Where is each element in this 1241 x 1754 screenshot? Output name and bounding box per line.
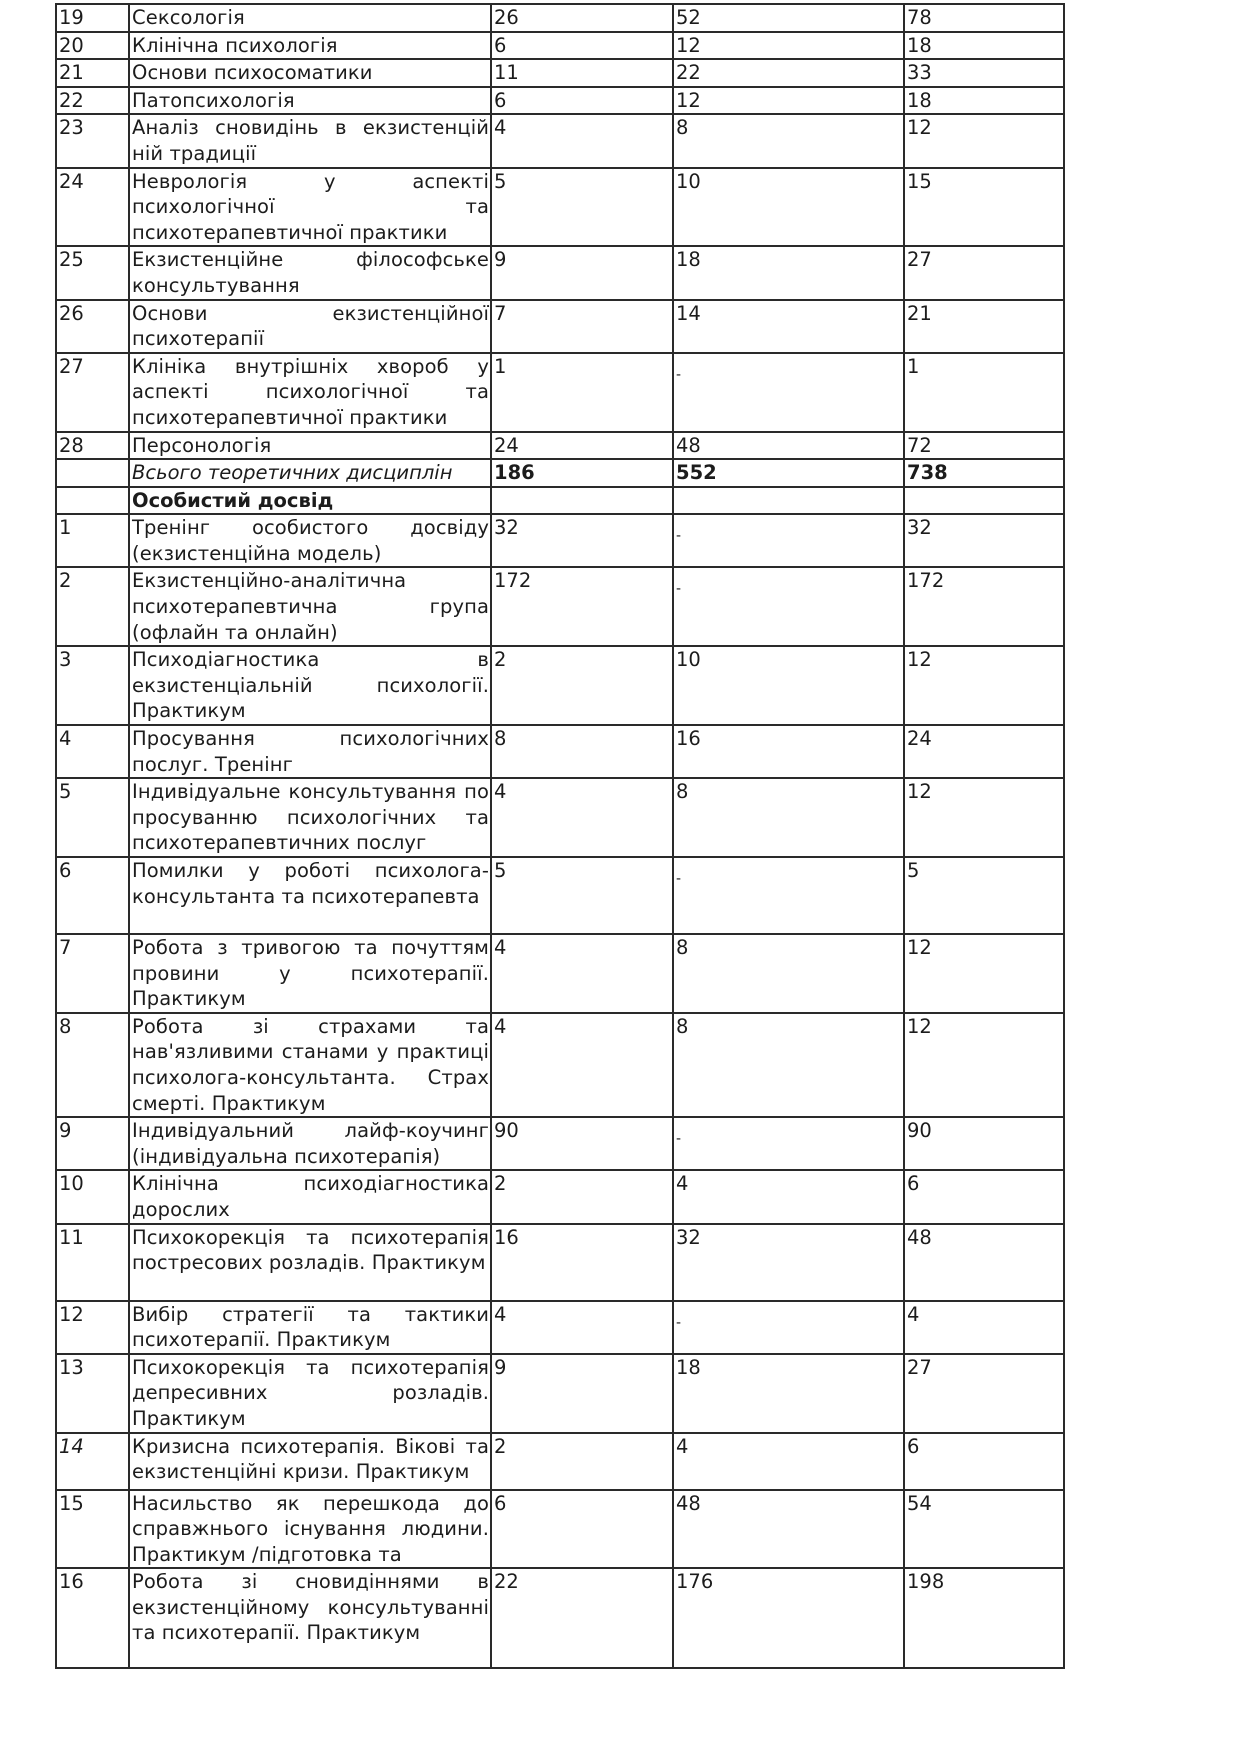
hours-b: 4	[673, 1170, 904, 1223]
row-number: 12	[56, 1301, 129, 1354]
discipline-name: Психокорекція та психотерапія депресивних розладів. Практикум	[129, 1354, 491, 1433]
total-hours-all: 738	[904, 459, 1064, 487]
discipline-name: Робота з тривогою та почуттям провини у психотерапії. Практикум	[129, 934, 491, 1013]
hours-a: 5	[491, 857, 673, 934]
hours-total: 18	[904, 87, 1064, 115]
hours-b	[673, 514, 904, 567]
hours-total: 4	[904, 1301, 1064, 1354]
discipline-name: Екзистенційне філософське консультування	[129, 246, 491, 299]
hours-total: 54	[904, 1490, 1064, 1569]
hours-total: 6	[904, 1170, 1064, 1223]
hours-total: 27	[904, 246, 1064, 299]
table-row	[56, 4, 1064, 32]
table-row	[56, 1117, 1064, 1170]
discipline-name: Психодіагностика в екзистенціальній психології. Практикум	[129, 646, 491, 725]
hours-a: 24	[491, 432, 673, 460]
hours-b: 8	[673, 934, 904, 1013]
dash-placeholder: -	[676, 528, 682, 545]
discipline-name: Помилки у роботі психолога-консультанта та психотерапевта	[129, 857, 491, 934]
hours-a: 7	[491, 300, 673, 353]
hours-a: 2	[491, 646, 673, 725]
discipline-name: Патопсихологія	[129, 87, 491, 115]
row-number: 1	[56, 514, 129, 567]
table-row	[56, 1013, 1064, 1117]
hours-b: 18	[673, 246, 904, 299]
hours-total: 172	[904, 567, 1064, 646]
theory-total-section	[56, 459, 1064, 514]
table-row	[56, 114, 1064, 167]
row-number: 11	[56, 1224, 129, 1301]
dash-placeholder: -	[676, 366, 682, 383]
hours-total: 48	[904, 1224, 1064, 1301]
discipline-name: Кризисна психотерапія. Вікові та екзистенційні кризи. Практикум	[129, 1433, 491, 1490]
row-number	[56, 459, 129, 487]
theory-disciplines	[56, 4, 1064, 459]
discipline-name: Насильство як перешкода до справжнього існування людини. Практикум /підготовка та	[129, 1490, 491, 1569]
discipline-name: Основи екзистенційної психотерапії	[129, 300, 491, 353]
discipline-name: Просування психологічних послуг. Тренінг	[129, 725, 491, 778]
table-row	[56, 87, 1064, 115]
table-row	[56, 1301, 1064, 1354]
hours-a: 4	[491, 114, 673, 167]
section-heading-row	[56, 487, 1064, 515]
empty-cell	[904, 487, 1064, 515]
table-row	[56, 432, 1064, 460]
hours-b	[673, 1301, 904, 1354]
row-number: 26	[56, 300, 129, 353]
row-number: 24	[56, 168, 129, 247]
hours-total: 5	[904, 857, 1064, 934]
hours-a: 172	[491, 567, 673, 646]
hours-b: 14	[673, 300, 904, 353]
table-row	[56, 1490, 1064, 1569]
row-number: 8	[56, 1013, 129, 1117]
hours-total: 1	[904, 353, 1064, 432]
table-row	[56, 857, 1064, 934]
discipline-name: Клініка внутрішніх хвороб у аспекті психологічної та психотерапевтичної практики	[129, 353, 491, 432]
table-row	[56, 934, 1064, 1013]
empty-cell	[491, 487, 673, 515]
hours-total: 24	[904, 725, 1064, 778]
hours-a: 6	[491, 1490, 673, 1569]
hours-b	[673, 353, 904, 432]
discipline-name: Аналіз сновидінь в екзистенцій ній традиції	[129, 114, 491, 167]
hours-a: 2	[491, 1433, 673, 1490]
hours-total: 27	[904, 1354, 1064, 1433]
hours-a: 5	[491, 168, 673, 247]
row-number: 21	[56, 59, 129, 87]
table-row	[56, 300, 1064, 353]
hours-b: 16	[673, 725, 904, 778]
hours-b: 48	[673, 1490, 904, 1569]
hours-b: 10	[673, 646, 904, 725]
table-row	[56, 1224, 1064, 1301]
hours-a: 1	[491, 353, 673, 432]
discipline-name: Індивідуальне консультування по просуванню психологічних та психотерапевтичних послуг	[129, 778, 491, 857]
personal-experience-disciplines	[56, 514, 1064, 1668]
discipline-name: Тренінг особистого досвіду (екзистенційна модель)	[129, 514, 491, 567]
row-number: 25	[56, 246, 129, 299]
discipline-name: Клінічна психологія	[129, 32, 491, 60]
hours-a: 8	[491, 725, 673, 778]
discipline-name: Екзистенційно-аналітична психотерапевтична група (офлайн та онлайн)	[129, 567, 491, 646]
hours-a: 4	[491, 778, 673, 857]
hours-b	[673, 1117, 904, 1170]
discipline-name: Психокорекція та психотерапія постресових розладів. Практикум	[129, 1224, 491, 1301]
table-row	[56, 246, 1064, 299]
hours-total: 15	[904, 168, 1064, 247]
hours-total: 90	[904, 1117, 1064, 1170]
hours-b: 12	[673, 87, 904, 115]
total-hours-a: 186	[491, 459, 673, 487]
hours-a: 90	[491, 1117, 673, 1170]
hours-total: 12	[904, 934, 1064, 1013]
discipline-name: Сексологія	[129, 4, 491, 32]
discipline-name: Індивідуальний лайф-коучинг (індивідуальна психотерапія)	[129, 1117, 491, 1170]
table-row	[56, 725, 1064, 778]
discipline-name: Персонологія	[129, 432, 491, 460]
dash-placeholder: -	[676, 581, 682, 598]
hours-total: 32	[904, 514, 1064, 567]
hours-b	[673, 857, 904, 934]
hours-b: 22	[673, 59, 904, 87]
row-number: 6	[56, 857, 129, 934]
row-number: 13	[56, 1354, 129, 1433]
row-number: 27	[56, 353, 129, 432]
discipline-name: Робота зі сновидіннями в екзистенційному консультуванні та психотерапії. Практикум	[129, 1568, 491, 1668]
row-number: 22	[56, 87, 129, 115]
hours-b: 8	[673, 114, 904, 167]
hours-b: 12	[673, 32, 904, 60]
hours-b: 52	[673, 4, 904, 32]
discipline-name: Неврологія у аспекті психологічної та психотерапевтичної практики	[129, 168, 491, 247]
discipline-name: Клінічна психодіагностика дорослих	[129, 1170, 491, 1223]
hours-b: 176	[673, 1568, 904, 1668]
hours-total: 12	[904, 778, 1064, 857]
row-number: 7	[56, 934, 129, 1013]
dash-placeholder: -	[676, 871, 682, 887]
table-row	[56, 1433, 1064, 1490]
dash-placeholder: -	[676, 1131, 682, 1148]
hours-b: 32	[673, 1224, 904, 1301]
hours-a: 32	[491, 514, 673, 567]
row-number: 15	[56, 1490, 129, 1569]
hours-a: 4	[491, 1301, 673, 1354]
dash-placeholder: -	[676, 1314, 682, 1331]
hours-total: 18	[904, 32, 1064, 60]
hours-total: 198	[904, 1568, 1064, 1668]
row-number: 4	[56, 725, 129, 778]
row-number: 9	[56, 1117, 129, 1170]
hours-b: 18	[673, 1354, 904, 1433]
table-row	[56, 1568, 1064, 1668]
table-row	[56, 1170, 1064, 1223]
hours-a: 6	[491, 32, 673, 60]
hours-total: 72	[904, 432, 1064, 460]
hours-total: 33	[904, 59, 1064, 87]
row-number	[56, 487, 129, 515]
table-row	[56, 353, 1064, 432]
hours-a: 16	[491, 1224, 673, 1301]
row-number: 28	[56, 432, 129, 460]
hours-total: 12	[904, 114, 1064, 167]
hours-b	[673, 567, 904, 646]
table-row	[56, 32, 1064, 60]
hours-a: 6	[491, 87, 673, 115]
hours-total: 6	[904, 1433, 1064, 1490]
hours-a: 9	[491, 246, 673, 299]
hours-a: 26	[491, 4, 673, 32]
curriculum-table	[55, 3, 1065, 1669]
total-label: Всього теоретичних дисциплін	[129, 459, 491, 487]
table-row	[56, 567, 1064, 646]
row-number: 2	[56, 567, 129, 646]
hours-total: 12	[904, 1013, 1064, 1117]
row-number: 10	[56, 1170, 129, 1223]
table-row	[56, 59, 1064, 87]
section-heading: Особистий досвід	[129, 487, 491, 515]
table-row	[56, 1354, 1064, 1433]
row-number: 3	[56, 646, 129, 725]
hours-a: 4	[491, 1013, 673, 1117]
total-hours-b: 552	[673, 459, 904, 487]
table-row	[56, 646, 1064, 725]
hours-a: 22	[491, 1568, 673, 1668]
hours-b: 8	[673, 778, 904, 857]
hours-b: 48	[673, 432, 904, 460]
hours-a: 11	[491, 59, 673, 87]
hours-b: 4	[673, 1433, 904, 1490]
hours-a: 9	[491, 1354, 673, 1433]
row-number: 20	[56, 32, 129, 60]
theory-total-row	[56, 459, 1064, 487]
hours-total: 21	[904, 300, 1064, 353]
empty-cell	[673, 487, 904, 515]
table-row	[56, 168, 1064, 247]
hours-total: 78	[904, 4, 1064, 32]
hours-a: 4	[491, 934, 673, 1013]
hours-b: 10	[673, 168, 904, 247]
row-number: 16	[56, 1568, 129, 1668]
table-row	[56, 778, 1064, 857]
table-row	[56, 514, 1064, 567]
row-number: 23	[56, 114, 129, 167]
hours-total: 12	[904, 646, 1064, 725]
hours-b: 8	[673, 1013, 904, 1117]
row-number: 19	[56, 4, 129, 32]
hours-a: 2	[491, 1170, 673, 1223]
discipline-name: Основи психосоматики	[129, 59, 491, 87]
row-number: 14	[56, 1433, 129, 1490]
discipline-name: Вибір стратегії та тактики психотерапії. Практикум	[129, 1301, 491, 1354]
row-number: 5	[56, 778, 129, 857]
discipline-name: Робота зі страхами та нав'язливими станами у практиці психолога-консультанта. Страх смерті. Практикум	[129, 1013, 491, 1117]
